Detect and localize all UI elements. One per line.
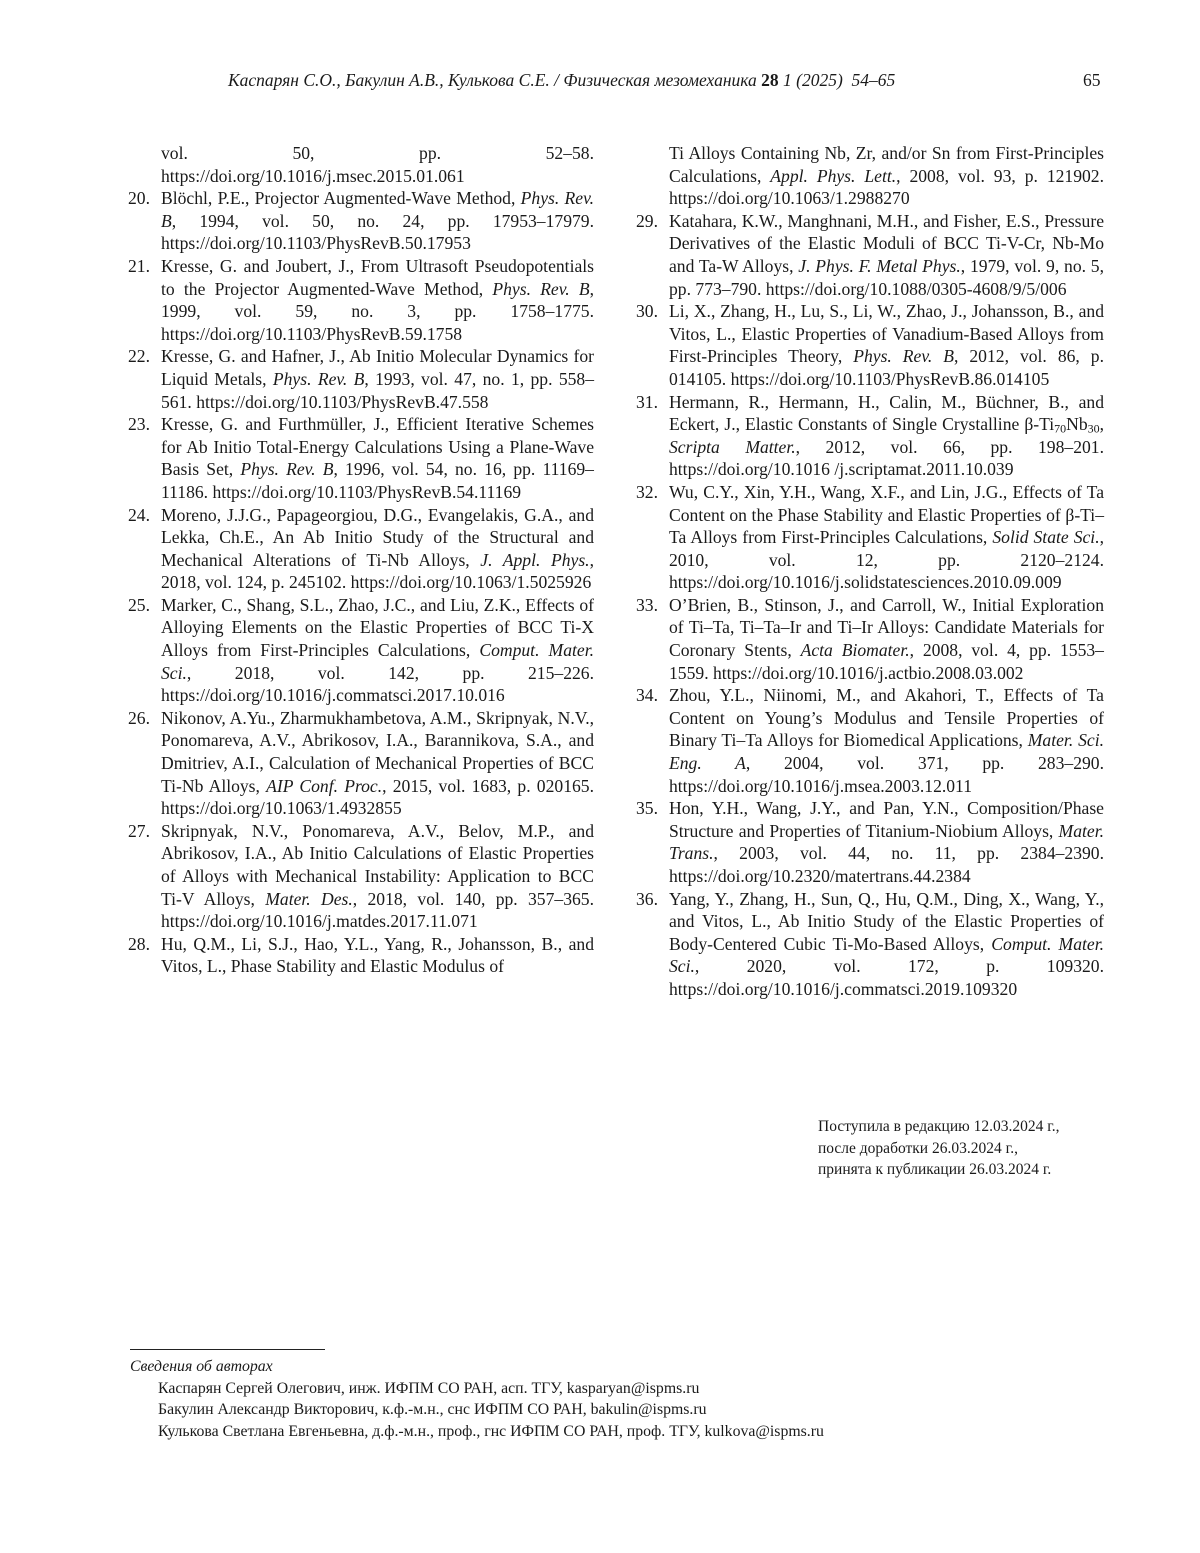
- received-dates: [818, 1116, 1060, 1181]
- authors-info-title: Сведения об авторах: [130, 1358, 273, 1375]
- header-separator: /: [554, 70, 560, 90]
- reference-text: [669, 594, 1104, 684]
- journal-name: AIP Conf. Proc.: [266, 775, 383, 796]
- reference-segment: Zhou, Y.L., Niinomi, M., and Akahori, T., Effects of Ta Content on Young’s Modulus and Tensile Properties of Binary Ti–Ta Alloys for Biomedical Applications,: [669, 685, 1104, 751]
- reference-segment: , 2008, vol. 93, p. 121902. https://doi.org/10.1063/1.2988270: [669, 165, 1105, 209]
- reference-item: [128, 413, 594, 503]
- reference-segment: Hermann, R., Hermann, H., Calin, M., Büchner, B., and Eckert, J., Elastic Constants of Single Crystalline β-Ti: [669, 391, 1104, 435]
- reference-segment: Marker, C., Shang, S.L., Zhao, J.C., and Liu, Z.K., Effects of Alloying Elements on the Elastic Properties of BCC Ti-X Alloys from First-Principles Calculations,: [161, 594, 594, 661]
- reference-item: [636, 210, 1104, 300]
- journal-name: Scripta Matter.: [669, 436, 796, 457]
- reference-segment: , 1996, vol. 54, no. 16, pp. 11169–11186. https://doi.org/10.1103/PhysRevB.54.11169: [161, 459, 594, 502]
- reference-number: 26.: [128, 707, 150, 728]
- journal-name: J. Phys. F. Metal Phys.: [798, 255, 961, 276]
- author-line: Каспарян Сергей Олегович, инж. ИФПМ СО РАН, асп. ТГУ, kasparyan@ispms.ru: [158, 1379, 700, 1397]
- reference-text: [669, 481, 1104, 594]
- reference-text: [161, 820, 594, 933]
- page-number: 65: [1083, 70, 1101, 90]
- journal-name: Phys. Rev. B: [161, 188, 594, 231]
- reference-item: [636, 888, 1104, 1001]
- reference-number: 33.: [636, 594, 658, 615]
- reference-text: [161, 933, 594, 978]
- received-line: принята к публикации 26.03.2024 г.: [818, 1161, 1052, 1178]
- reference-segment: Kresse, G. and Furthmüller, J., Efficient Iterative Schemes for Ab Initio Total-Energy Calculations Using a Plane-Wave Basis Set,: [161, 414, 594, 480]
- reference-segment: Yang, Y., Zhang, H., Sun, Q., Hu, Q.M., Ding, X., Wang, Y., and Vitos, L., Ab Initio Study of the Elastic Properties of Body-Centered Cubic Ti-Mo-Based Alloys,: [669, 888, 1104, 954]
- reference-text: [161, 707, 594, 820]
- reference-text: [669, 210, 1104, 300]
- reference-text: [161, 504, 594, 594]
- reference-segment: , 1979, vol. 9, no. 5, pp. 773–790. https://doi.org/10.1088/0305-4608/9/5/006: [669, 255, 1105, 299]
- reference-segment: , 2010, vol. 12, pp. 2120–2124. https://doi.org/10.1016/j.solidstatesciences.2010.09.009: [669, 527, 1104, 593]
- author-line: Бакулин Александр Викторович, к.ф.-м.н., снс ИФПМ СО РАН, bakulin@ispms.ru: [158, 1401, 707, 1419]
- reference-text: [669, 888, 1104, 1001]
- authors-info: [130, 1356, 824, 1442]
- reference-item: [128, 142, 594, 187]
- reference-segment: , 2004, vol. 371, pp. 283–290. https://doi.org/10.1016/j.msea.2003.12.011: [669, 753, 1104, 796]
- reference-item: [128, 255, 594, 345]
- reference-text: [669, 300, 1104, 390]
- journal-name: J. Appl. Phys.: [480, 549, 590, 570]
- reference-item: [128, 187, 594, 255]
- reference-number: 27.: [128, 820, 150, 841]
- reference-segment: ,: [1099, 414, 1104, 435]
- subscript: 70: [1054, 421, 1067, 436]
- reference-item: [636, 797, 1104, 887]
- reference-segment: , 2003, vol. 44, no. 11, pp. 2384–2390. https://doi.org/10.2320/matertrans.44.2384: [669, 843, 1104, 886]
- journal-name: Solid State Sci.: [992, 527, 1100, 548]
- reference-item: [636, 142, 1104, 210]
- journal-name: Comput. Mater. Sci.: [669, 933, 1105, 977]
- reference-text: [669, 142, 1104, 210]
- journal-name: Phys. Rev. B: [240, 459, 334, 480]
- header-issue: 1: [783, 70, 792, 90]
- reference-number: 32.: [636, 481, 658, 502]
- reference-segment: , 2012, vol. 66, pp. 198–201. https://doi.org/10.1016 /j.scriptamat.2011.10.039: [669, 436, 1104, 480]
- reference-segment: , 2018, vol. 142, pp. 215–226. https://doi.org/10.1016/j.commatsci.2017.10.016: [161, 662, 594, 706]
- header-journal: Физическая мезомеханика: [563, 70, 757, 90]
- received-line: Поступила в редакцию 12.03.2024 г.,: [818, 1118, 1060, 1135]
- reference-segment: vol. 50, pp. 52–58. https://doi.org/10.1016/j.msec.2015.01.061: [161, 143, 594, 186]
- footnote-rule: [130, 1349, 325, 1350]
- reference-number: 36.: [636, 888, 658, 909]
- reference-text: [161, 345, 594, 413]
- reference-number: 21.: [128, 255, 150, 276]
- journal-name: Phys. Rev. B: [492, 278, 590, 299]
- reference-text: [161, 255, 594, 345]
- reference-text: [161, 594, 594, 707]
- references-right-column: [636, 142, 1104, 1001]
- journal-name: Comput. Mater. Sci.: [161, 640, 594, 683]
- received-line: после доработки 26.03.2024 г.,: [818, 1139, 1018, 1157]
- reference-segment: , 1999, vol. 59, no. 3, pp. 1758–1775. https://doi.org/10.1103/PhysRevB.59.1758: [161, 278, 594, 344]
- reference-segment: Kresse, G. and Joubert, J., From Ultrasoft Pseudopotentials to the Projector Augmented-Wave Method,: [161, 255, 594, 299]
- journal-name: Acta Biomater.: [800, 640, 910, 661]
- reference-segment: Katahara, K.W., Manghnani, M.H., and Fisher, E.S., Pressure Derivatives of the Elastic Moduli of BCC Ti-V-Cr, Nb-Mo and Ta-W Alloys,: [669, 210, 1104, 276]
- reference-segment: , 2018, vol. 124, p. 245102. https://doi.org/10.1063/1.5025926: [161, 549, 594, 593]
- reference-number: 28.: [128, 933, 150, 954]
- reference-segment: , 2020, vol. 172, p. 109320. https://doi.org/10.1016/j.commatsci.2019.109320: [669, 956, 1104, 999]
- reference-item: [128, 594, 594, 707]
- reference-segment: Hu, Q.M., Li, S.J., Hao, Y.L., Yang, R., Johansson, B., and Vitos, L., Phase Stability and Elastic Modulus of: [161, 933, 594, 977]
- reference-segment: O’Brien, B., Stinson, J., and Carroll, W., Initial Exploration of Ti–Ta, Ti–Ta–Ir and Ti–Ir Alloys: Candidate Materials for Coronary Stents,: [669, 594, 1104, 661]
- reference-number: 23.: [128, 414, 150, 435]
- reference-item: [128, 345, 594, 413]
- reference-text: [161, 413, 594, 503]
- reference-segment: Nikonov, A.Yu., Zharmukhambetova, A.M., Skripnyak, N.V., Ponomareva, A.V., Abrikosov, I.A., Barannikova, S.A., and Dmitriev, A.I., Calculation of Mechanical Properties of BCC Ti-Nb Alloys,: [161, 707, 594, 796]
- reference-segment: Ti Alloys Containing Nb, Zr, and/or Sn from First-Principles Calculations,: [669, 143, 1104, 186]
- header-authors: Каспарян С.О., Бакулин А.В., Кулькова С.Е.: [228, 70, 550, 90]
- reference-segment: Li, X., Zhang, H., Lu, S., Li, W., Zhao, J., Johansson, B., and Vitos, L., Elastic Properties of Vanadium-Based Alloys from First-Principles Theory,: [669, 301, 1104, 367]
- header-year-pages: (2025) 54–65: [796, 70, 896, 90]
- reference-number: 29.: [636, 210, 658, 231]
- references-left-column: [128, 142, 594, 978]
- reference-segment: Nb: [1066, 414, 1088, 435]
- journal-name: Mater. Des.: [265, 888, 353, 909]
- subscript: 30: [1087, 421, 1100, 436]
- reference-number: 25.: [128, 594, 150, 615]
- reference-text: [669, 797, 1104, 887]
- reference-segment: Blöchl, P.E., Projector Augmented-Wave Method,: [161, 188, 521, 209]
- reference-segment: , 1993, vol. 47, no. 1, pp. 558–561. https://doi.org/10.1103/PhysRevB.47.558: [161, 368, 595, 412]
- reference-segment: Hon, Y.H., Wang, J.Y., and Pan, Y.N., Composition/Phase Structure and Properties of Titanium-Niobium Alloys,: [669, 798, 1104, 841]
- reference-number: 20.: [128, 188, 150, 209]
- reference-item: [636, 300, 1104, 390]
- reference-text: [669, 684, 1104, 797]
- reference-item: [636, 391, 1104, 481]
- author-line: Кулькова Светлана Евгеньевна, д.ф.-м.н., проф., гнс ИФПМ СО РАН, проф. ТГУ, kulkova@ispms.ru: [158, 1422, 824, 1440]
- reference-segment: , 1994, vol. 50, no. 24, pp. 17953–17979. https://doi.org/10.1103/PhysRevB.50.17953: [161, 210, 594, 254]
- journal-name: Phys. Rev. B: [272, 368, 365, 389]
- reference-item: [128, 933, 594, 978]
- journal-name: Phys. Rev. B: [853, 346, 954, 367]
- journal-name: Mater. Trans.: [669, 820, 1104, 864]
- running-header: [0, 70, 1200, 96]
- reference-segment: , 2008, vol. 4, pp. 1553–1559. https://doi.org/10.1016/j.actbio.2008.03.002: [669, 640, 1104, 683]
- reference-number: 31.: [636, 391, 658, 412]
- reference-number: 24.: [128, 504, 150, 525]
- reference-text: [161, 187, 594, 255]
- header-volume: 28: [761, 70, 779, 90]
- journal-name: Appl. Phys. Lett.: [770, 165, 897, 186]
- reference-item: [128, 820, 594, 933]
- reference-number: 22.: [128, 346, 150, 367]
- reference-text: [669, 391, 1104, 481]
- journal-name: Mater. Sci. Eng. A: [669, 730, 1104, 774]
- reference-segment: Skripnyak, N.V., Ponomareva, A.V., Belov, M.P., and Abrikosov, I.A., Ab Initio Calculations of Elastic Properties of Alloys with Mechanical Instability: Application to BCC Ti-V Alloys,: [161, 820, 594, 909]
- reference-item: [636, 481, 1104, 594]
- reference-segment: , 2012, vol. 86, p. 014105. https://doi.org/10.1103/PhysRevB.86.014105: [669, 346, 1104, 389]
- reference-number: 30.: [636, 301, 658, 322]
- reference-segment: Kresse, G. and Hafner, J., Ab Initio Molecular Dynamics for Liquid Metals,: [161, 346, 594, 389]
- reference-item: [128, 707, 594, 820]
- running-title: [228, 70, 895, 91]
- reference-segment: Wu, C.Y., Xin, Y.H., Wang, X.F., and Lin, J.G., Effects of Ta Content on the Phase Stability and Elastic Properties of β-Ti–Ta Alloys from First-Principles Calculations,: [669, 481, 1104, 548]
- reference-item: [636, 594, 1104, 684]
- reference-segment: , 2015, vol. 1683, p. 020165. https://doi.org/10.1063/1.4932855: [161, 775, 594, 819]
- reference-number: 34.: [636, 685, 658, 706]
- reference-item: [636, 684, 1104, 797]
- reference-segment: , 2018, vol. 140, pp. 357–365. https://doi.org/10.1016/j.matdes.2017.11.071: [161, 888, 594, 932]
- reference-number: 35.: [636, 798, 658, 819]
- reference-item: [128, 504, 594, 594]
- reference-text: [161, 142, 594, 187]
- reference-segment: Moreno, J.J.G., Papageorgiou, D.G., Evangelakis, G.A., and Lekka, Ch.E., An Ab Initio Study of the Structural and Mechanical Alterations of Ti-Nb Alloys,: [161, 504, 594, 570]
